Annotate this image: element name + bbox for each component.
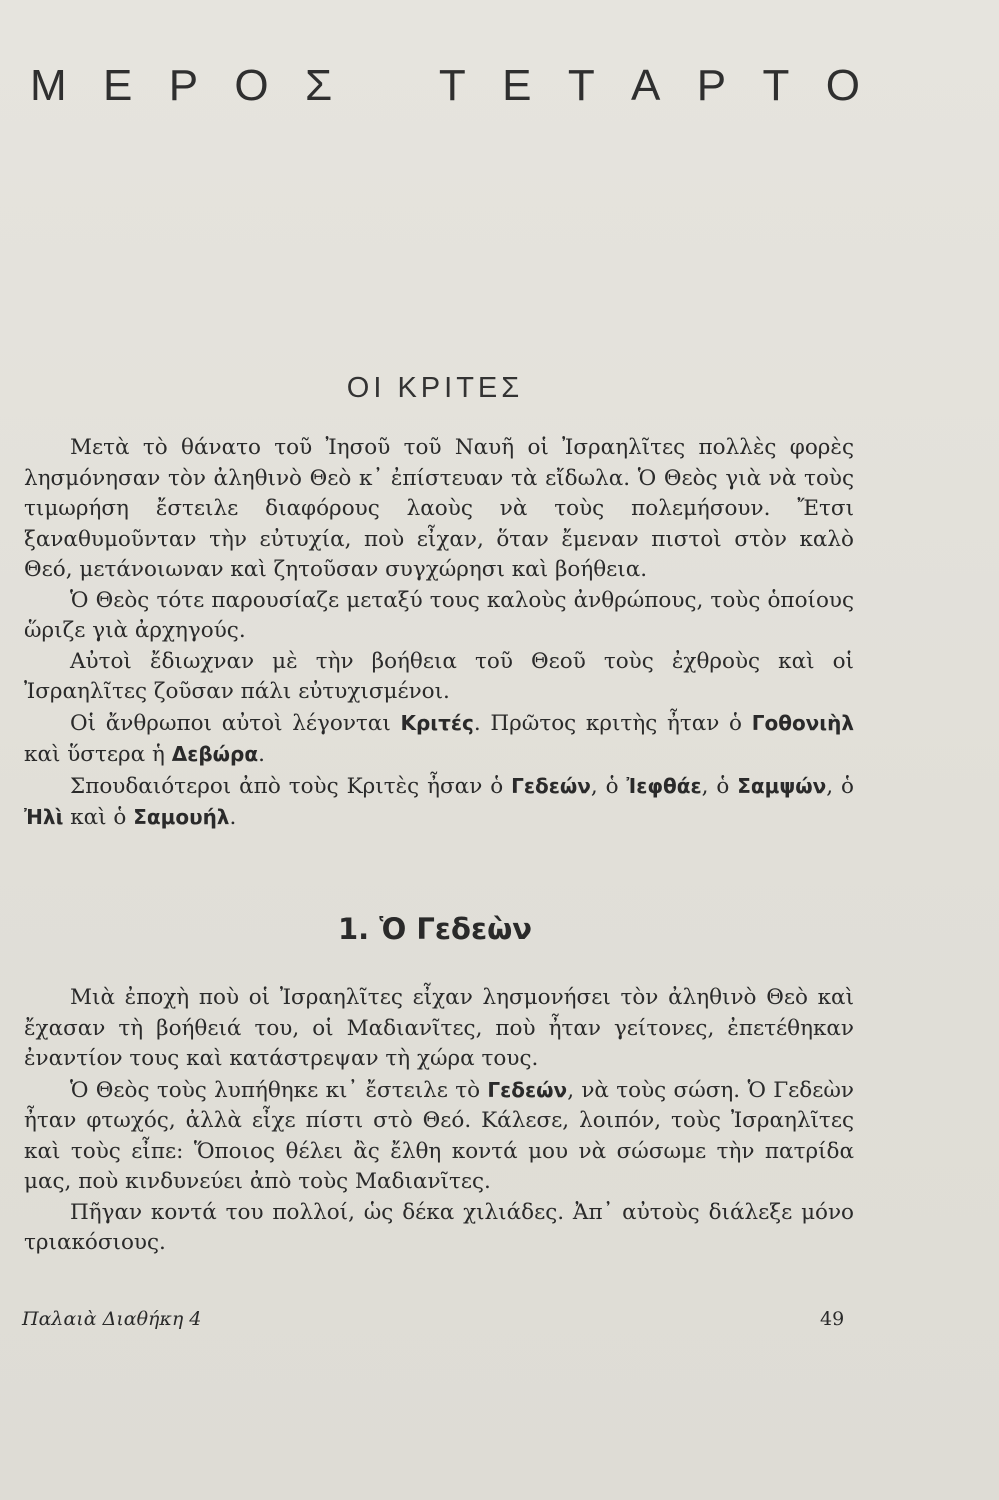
text-run: . [258, 742, 265, 767]
paragraph: Μετὰ τὸ θάνατο τοῦ Ἰησοῦ τοῦ Ναυῆ οἱ Ἰσραηλῖτες πολλὲς φορὲς λησμόνησαν τὸν ἀληθινὸ Θεὸ κ᾽ ἐπίστευαν τὰ εἴδωλα. Ὁ Θεὸς γιὰ νὰ τοὺς τιμωρήση ἔστειλε διαφόρους λαοὺς νὰ τοὺς πολεμήσουν. Ἔτσι ξαναθυμοῦνταν τὴν εὐτυχία, ποὺ εἶχαν, ὅταν ἔμεναν πιστοὶ στὸν καλὸ Θεό, μετάνοιωναν καὶ ζητοῦσαν συγχώρησι καὶ βοήθεια. [24, 435, 854, 582]
bold-term: Σαμψών [737, 773, 827, 798]
text-run: Σπουδαιότεροι ἀπὸ τοὺς Κριτὲς ἦσαν ὁ [70, 773, 512, 799]
text-run: , ὁ [701, 773, 738, 799]
subsection-title: 1. Ὁ Γεδεὼν [337, 912, 533, 946]
bold-term: Δεβώρα [171, 742, 259, 766]
part-heading-letter: Ρ [696, 61, 727, 110]
text-run: Οἱ ἄνθρωποι αὐτοὶ λέγονται [70, 710, 401, 736]
text-run: Ὁ Θεὸς τοὺς λυπήθηκε κι᾽ ἔστειλε τὸ [70, 1077, 488, 1103]
part-heading-letter: Ο [234, 61, 269, 110]
part-heading-letter: Τ [567, 61, 595, 110]
text-run: , νὰ τοὺς σώση. Ὁ Γεδεὼν ἦταν φτωχός, ἀλλὰ εἶχε πίστι στὸ Θεό. Κάλεσε, λοιπόν, τοὺς Ἰσραηλῖτες καὶ τοὺς εἶπε: Ὅποιος θέλει ἂς ἔλθη κοντά μου νὰ σώσωμε τὴν πατρίδα μας, ποὺ κινδυνεύει ἀπὸ τοὺς Μαδιανῖτες. [24, 1077, 854, 1194]
text-run: καὶ ὁ [63, 805, 134, 830]
bold-term: Σαμουήλ [133, 805, 230, 829]
part-heading-letter: Ε [502, 61, 532, 110]
bold-term: Ἰεφθάε [626, 773, 702, 798]
paragraph: Μιὰ ἐποχὴ ποὺ οἱ Ἰσραηλῖτες εἶχαν λησμονήσει τὸν ἀληθινὸ Θεὸ καὶ ἔχασαν τὴ βοήθειά του, οἱ Μαδιανῖτες, ποὺ ἦταν γείτονες, ἐπετέθηκαν ἐναντίον τους καὶ κατάστρεψαν τὴ χώρα τους. [24, 985, 854, 1071]
bold-term: Γεδεών [487, 1077, 568, 1102]
part-heading-letter: Τ [438, 61, 466, 110]
judges-text [24, 433, 854, 834]
paragraph [24, 708, 854, 771]
bold-term: Κριτές [400, 710, 474, 735]
text-run: καὶ ὕστερα ἡ [24, 742, 172, 767]
section-title: ΟΙ ΚΡΙΤΕΣ [346, 372, 524, 404]
part-heading-letter: Ε [103, 61, 133, 110]
part-heading-letter: Α [631, 61, 661, 110]
gideon-text [24, 983, 854, 1259]
paragraph: Πῆγαν κοντά του πολλοί, ὡς δέκα χιλιάδες. Ἀπ᾽ αὐτοὺς διάλεξε μόνο τριακόσιους. [24, 1199, 854, 1255]
bold-term: Ἠλὶ [24, 805, 64, 829]
bold-term: Γοθονιὴλ [751, 710, 854, 735]
part-heading-letter: Μ [30, 61, 67, 110]
part-heading-letter: Τ [762, 61, 790, 110]
text-run: , ὁ [590, 773, 627, 799]
part-heading [30, 56, 860, 116]
bold-term: Γεδεών [511, 773, 591, 798]
text-run: . [229, 805, 237, 830]
part-heading-letter: Ο [825, 61, 860, 110]
word-gap [369, 56, 403, 116]
part-heading-letter: Ρ [168, 61, 199, 110]
text-run: . Πρῶτος κριτὴς ἦταν ὁ [473, 710, 752, 736]
footer-signature: Παλαιὰ Διαθήκη 4 [22, 1308, 202, 1330]
paragraph: Ὁ Θεὸς τότε παρουσίαζε μεταξύ τους καλοὺς ἀνθρώπους, τοὺς ὁποίους ὥριζε γιὰ ἀρχηγούς. [24, 587, 854, 643]
paragraph: Αὐτοὶ ἔδιωχναν μὲ τὴν βοήθεια τοῦ Θεοῦ τοὺς ἐχθροὺς καὶ οἱ Ἰσραηλῖτες ζοῦσαν πάλι εὐτυχισμένοι. [24, 648, 854, 704]
paragraph [24, 1075, 854, 1198]
text-run: , ὁ [826, 773, 854, 799]
page-number: 49 [820, 1308, 845, 1330]
paragraph [24, 771, 854, 834]
part-heading-letter: Σ [304, 61, 333, 110]
